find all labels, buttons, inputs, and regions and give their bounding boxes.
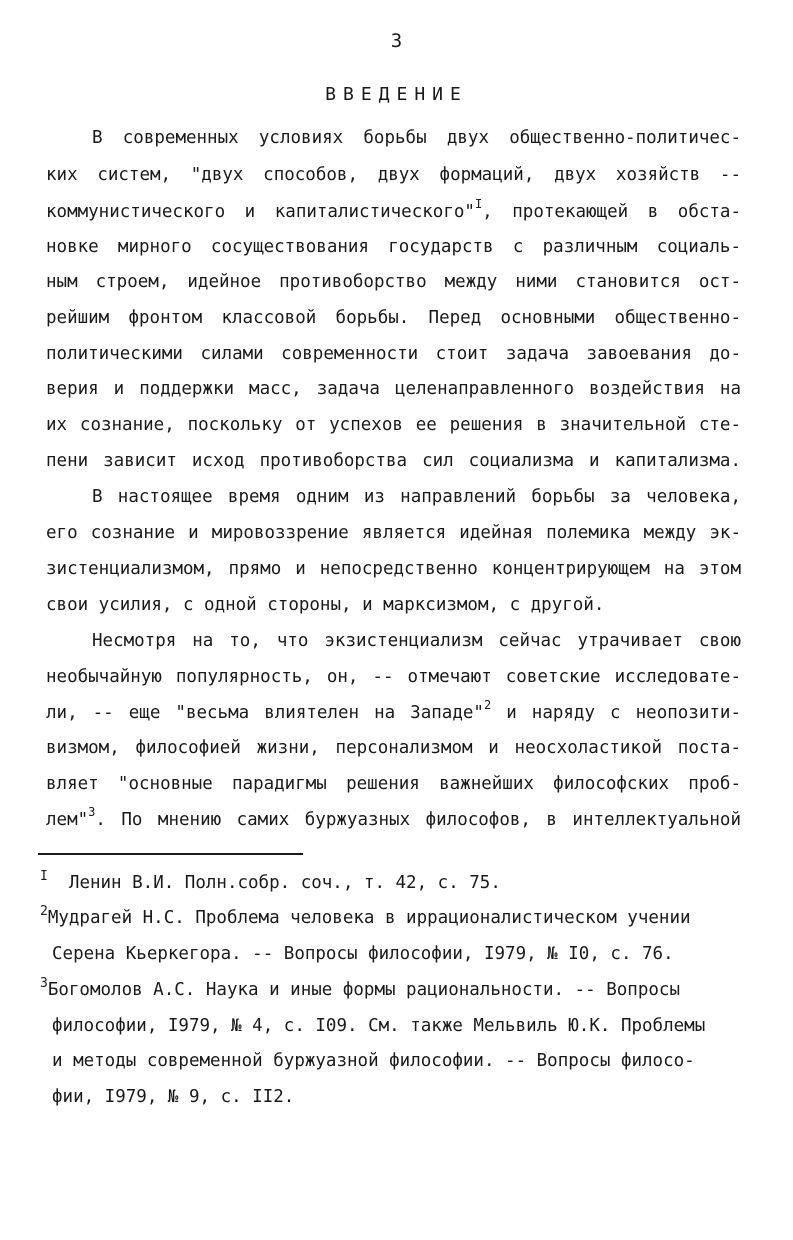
text-line <box>46 197 741 224</box>
text-line: зистенциализмом, прямо и непосредственно концентрирующем на этом <box>46 559 741 579</box>
text-line: рейшим фронтом классовой борьбы. Перед основными общественно- <box>46 308 741 328</box>
text-line: свои усилия, с одной стороны, и марксизмом, с другой. <box>46 595 605 615</box>
footnote-text: Богомолов А.С. Наука и иные формы рациональности. -- Вопросы <box>47 980 680 1000</box>
text-fragment: , протекающей в обста- <box>482 202 741 222</box>
footnote-mark: 3 <box>40 976 48 991</box>
text-line: новке мирного сосуществования государств с различным социаль- <box>46 237 741 257</box>
footnote-2 <box>40 906 691 930</box>
footnote-text: Мудрагей Н.С. Проблема человека в иррационалистическом учении <box>47 908 691 928</box>
text-line: их сознание, поскольку от успехов ее решения в значительной сте- <box>46 415 741 435</box>
text-line: ких систем, "двух способов, двух формаций, двух хозяйств -- <box>46 165 741 185</box>
text-line <box>46 698 741 725</box>
footnote-mark: I <box>40 869 48 884</box>
page-number: 3 <box>390 30 403 52</box>
text-line: В современных условиях борьбы двух общественно-политичес- <box>92 128 741 148</box>
text-line: В настоящее время одним из направлений борьбы за человека, <box>92 487 741 507</box>
footnote-3 <box>40 978 680 1002</box>
text-line <box>46 805 741 832</box>
text-line: верия и поддержки масс, задача целенаправленного воздействия на <box>46 379 741 399</box>
text-line: Несмотря на то, что экзистенциализм сейчас утрачивает свою <box>92 631 741 651</box>
page-title: ВВЕДЕНИЕ <box>325 84 468 105</box>
footnote-text: Ленин В.И. Полн.собр. соч., т. 42, с. 75. <box>68 873 501 893</box>
text-fragment: . По мнению самих буржуазных философов, в интеллектуальной <box>95 810 741 830</box>
text-line: вляет "основные парадигмы решения важнейших философских проб- <box>46 774 741 794</box>
footnote-1 <box>40 871 501 895</box>
text-line: необычайную популярность, он, -- отмечают советские исследовате- <box>46 667 741 687</box>
footnote-3-cont: и методы современной буржуазной философии. -- Вопросы филосо- <box>52 1051 695 1071</box>
text-line: пени зависит исход противоборства сил социализма и капитализма. <box>46 451 741 471</box>
text-fragment: и наряду с неопозити- <box>491 703 741 723</box>
footnote-3-cont: философии, I979, № 4, с. I09. См. также Мельвиль Ю.К. Проблемы <box>52 1016 706 1036</box>
footnote-ref: I <box>474 197 483 211</box>
footnote-3-cont: фии, I979, № 9, с. II2. <box>52 1087 295 1107</box>
text-fragment: лем" <box>46 810 89 830</box>
text-line: его сознание и мировоззрение является идейная полемика между эк- <box>46 523 741 543</box>
footnote-divider <box>38 853 303 855</box>
text-line: визмом, философией жизни, персонализмом и неосхоластикой поста- <box>46 738 741 758</box>
footnote-2-cont: Серена Кьеркегора. -- Вопросы философии, I979, № I0, с. 76. <box>52 944 674 964</box>
footnote-ref: 2 <box>483 698 492 712</box>
footnote-ref: 3 <box>88 805 96 819</box>
footnote-mark: 2 <box>40 904 48 919</box>
text-line: политическими силами современности стоит задача завоевания до- <box>46 344 741 364</box>
text-fragment: ли, -- еще "весьма влиятелен на Западе" <box>46 703 484 723</box>
text-fragment: коммунистического и капиталистического" <box>46 202 475 222</box>
text-line: ным строем, идейное противоборство между ними становится ост- <box>46 272 741 292</box>
